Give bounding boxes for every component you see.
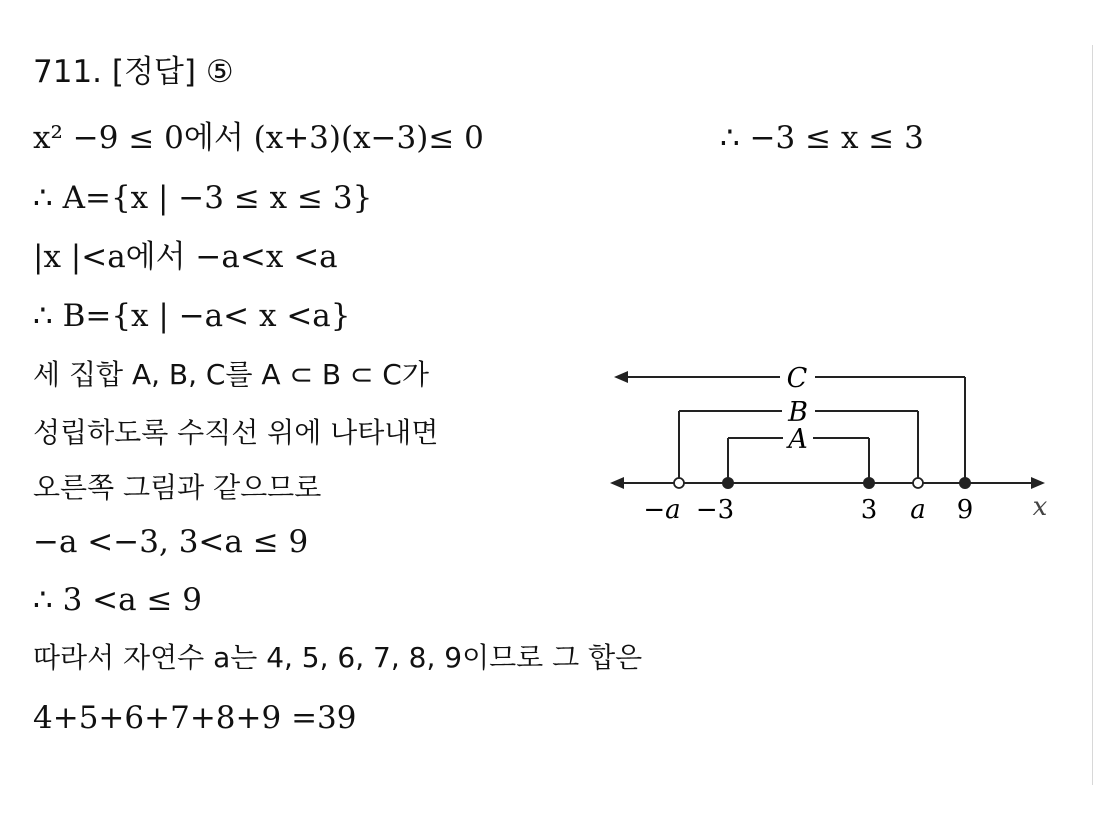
set-c-arrowhead: [614, 371, 628, 383]
tick-label-3: 3: [860, 495, 878, 525]
solution-line-11: 4+5+6+7+8+9 =39: [33, 700, 357, 736]
point-neg-3-filled: [722, 477, 734, 489]
solution-line-7: 오른쪽 그림과 같으므로: [33, 471, 322, 504]
axis-right-arrowhead: [1031, 477, 1045, 489]
tick-label-neg-3: −3: [695, 495, 735, 525]
point-3-filled: [863, 477, 875, 489]
set-c-label: C: [786, 363, 808, 394]
solution-line-1: x² −9 ≤ 0에서 (x+3)(x−3)≤ 0: [33, 120, 484, 156]
solution-line-4: ∴ B={x | −a< x <a}: [33, 298, 351, 334]
axis-label-x: x: [1032, 492, 1048, 522]
problem-number: 711.: [33, 54, 103, 90]
solution-line-8: −a <−3, 3<a ≤ 9: [33, 524, 309, 560]
point-neg-a-open: [674, 478, 684, 488]
tick-label-9: 9: [956, 495, 974, 525]
solution-line-5: 세 집합 A, B, C를 A ⊂ B ⊂ C가: [33, 358, 429, 391]
solution-line-2: ∴ A={x | −3 ≤ x ≤ 3}: [33, 180, 373, 216]
solution-line-6: 성립하도록 수직선 위에 나타내면: [33, 416, 439, 449]
number-line-figure: [600, 355, 1070, 535]
answer-choice: ⑤: [205, 54, 234, 90]
solution-conclusion-x-range: ∴ −3 ≤ x ≤ 3: [720, 120, 924, 156]
point-a-open: [913, 478, 923, 488]
axis-left-arrowhead: [610, 477, 624, 489]
set-b-label: B: [788, 397, 808, 428]
set-a-label: A: [788, 424, 808, 455]
solution-line-3: |x |<a에서 −a<x <a: [33, 239, 338, 275]
tick-label-a: a: [910, 495, 926, 525]
problem-heading: [33, 52, 234, 92]
point-9-filled: [959, 477, 971, 489]
solution-line-10: 따라서 자연수 a는 4, 5, 6, 7, 8, 9이므로 그 합은: [33, 641, 643, 674]
solution-line-9: ∴ 3 <a ≤ 9: [33, 582, 203, 618]
answer-label: [정답]: [111, 54, 196, 90]
tick-label-neg-a: −a: [643, 495, 681, 525]
